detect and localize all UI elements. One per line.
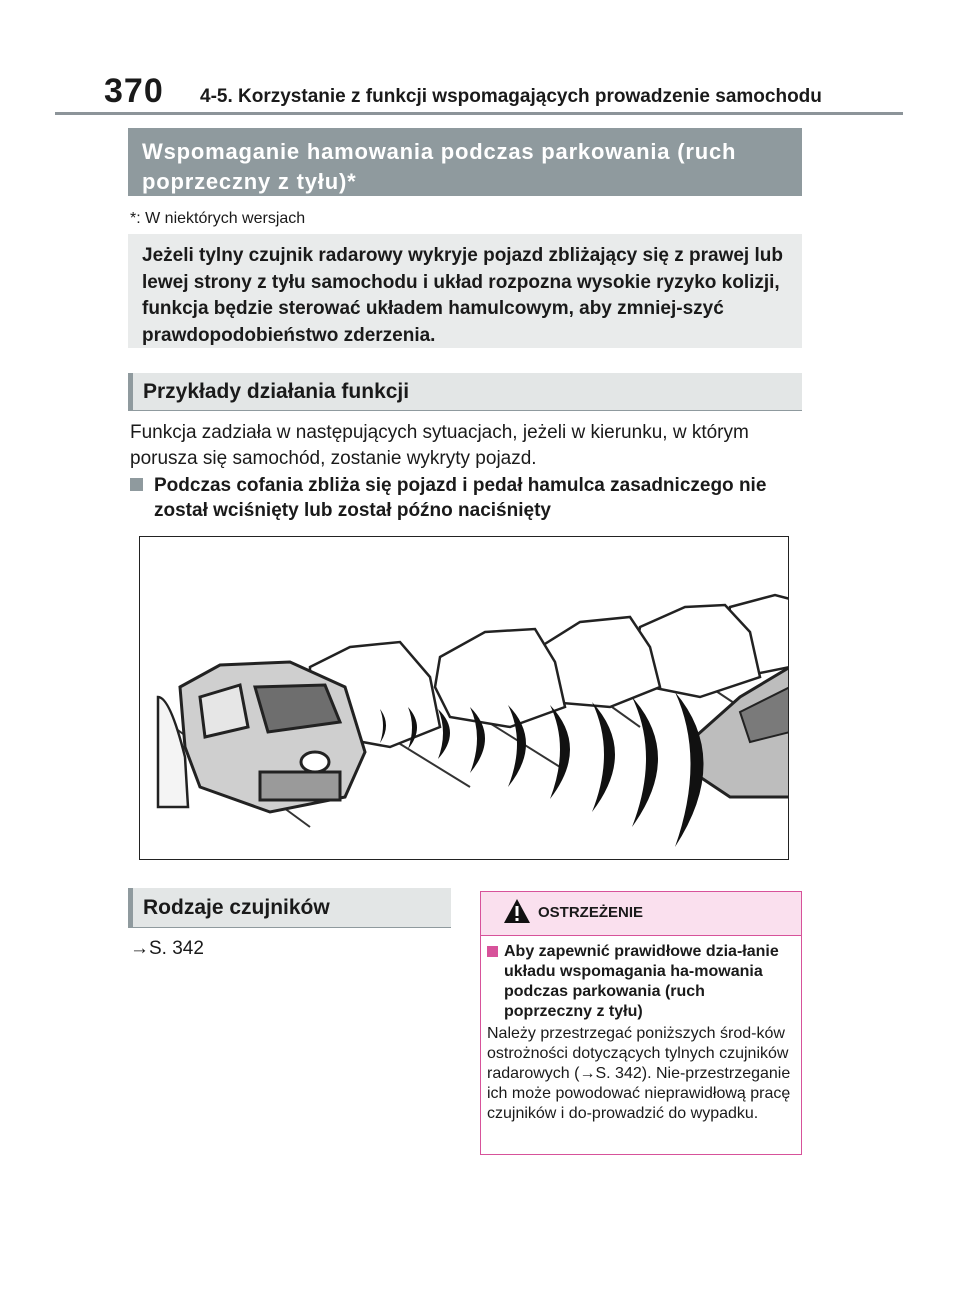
section-title-banner [128, 128, 802, 196]
warning-body-text: Należy przestrzegać poniższych środ-ków ostrożności dotyczących tylnych czujników radarowych (→S. 342). Nie-przestrzeganie ich może powodować nieprawidłową pracę czujników i do-prowadzić do wypadku. [487, 1025, 791, 1122]
warning-bullet-text: Aby zapewnić prawidłowe dzia-łanie układu wspomagania ha-mowania podczas parkowania (ruch poprzeczny z tyłu) [504, 943, 779, 1020]
intro-text: Jeżeli tylny czujnik radarowy wykryje pojazd zbliżający się z prawej lub lewej strony z tyłu samochodu i układ rozpozna wysokie ryzyko kolizji, funkcja będzie sterować układem hamulcowym, aby zmniej-szyć prawdopodobieństwo zderzenia. [142, 245, 783, 346]
footnote: *: W niektórych wersjach [130, 210, 306, 227]
rear-cross-traffic-scene [140, 537, 789, 860]
intro-summary-box [128, 234, 802, 348]
page-number: 370 [104, 72, 164, 110]
sensor-types-heading: Rodzaje czujników [128, 888, 451, 928]
section-title-line-1: Wspomaganie hamowania podczas parkowania (ruch [142, 139, 737, 164]
warning-box [480, 891, 802, 1155]
reversing-car [180, 662, 365, 812]
parking-illustration [139, 536, 789, 860]
section-title-line-2: poprzeczny z tyłu)* [142, 169, 357, 194]
warning-title: OSTRZEŻENIE [538, 904, 644, 921]
warning-bullet-square-icon [487, 946, 498, 957]
warning-bullet [487, 942, 793, 1022]
header-divider [55, 112, 903, 115]
examples-body-text: Funkcja zadziała w następujących sytuacjach, jeżeli w kierunku, w którym porusza się samochód, zostanie wykryty pojazd. [130, 422, 749, 469]
examples-heading: Przykłady działania funkcji [128, 373, 802, 411]
examples-bullet [130, 473, 802, 523]
chapter-title: 4-5. Korzystanie z funkcji wspomagających prowadzenie samochodu [200, 86, 822, 107]
bullet-square-icon [130, 478, 143, 491]
page-reference[interactable]: →S. 342 [130, 938, 204, 959]
warning-triangle-icon [503, 898, 531, 924]
examples-bullet-text: Podczas cofania zbliża się pojazd i pedał hamulca zasadniczego nie został wciśnięty lub został późno naciśnięty [154, 475, 767, 521]
warning-header [481, 892, 801, 936]
